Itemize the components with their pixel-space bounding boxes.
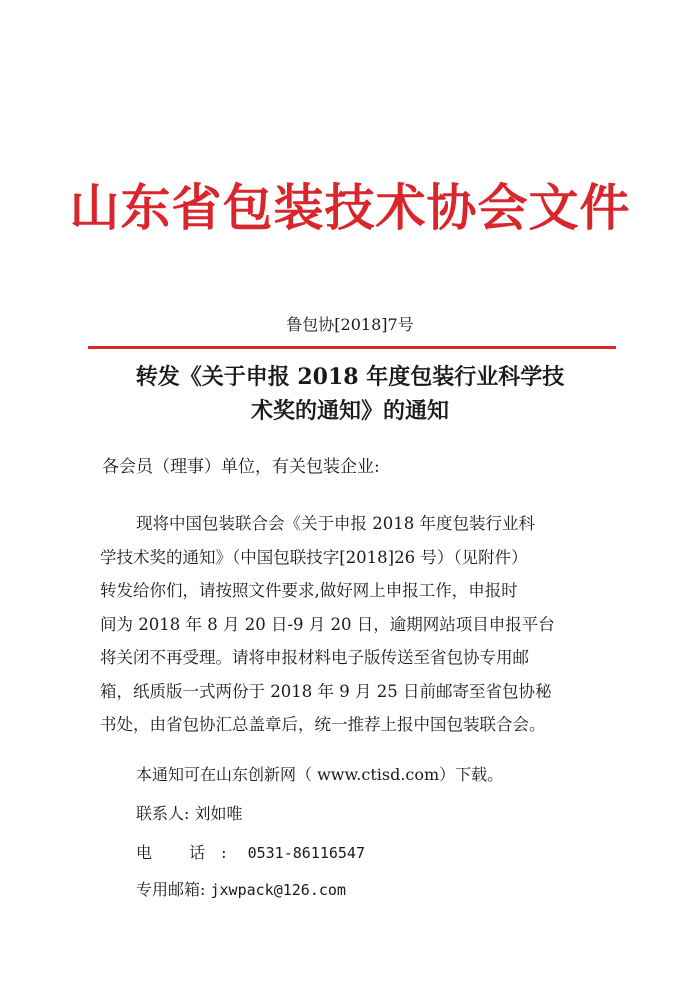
document-title — [100, 360, 600, 428]
email-address: jxwpack@126.com — [210, 881, 346, 899]
body-line: 转发给你们，请按照文件要求,做好网上申报工作，申报时 — [100, 581, 518, 600]
contact-label: 联系人: — [136, 804, 190, 823]
email-line — [136, 877, 346, 903]
body-line: 箱，纸质版一式两份于 2018 年 9 月 25 日前邮寄至省包协秘 — [100, 681, 552, 701]
download-note: 本通知可在山东创新网（ www.ctisd.com）下载。 — [136, 765, 504, 784]
body-line: 现将中国包装联合会《关于申报 2018 年度包装行业科 — [136, 514, 535, 533]
red-divider — [88, 346, 616, 349]
document-title-line-2: 术奖的通知》的通知 — [250, 398, 449, 424]
body-paragraph — [100, 507, 620, 742]
salutation: 各会员（理事）单位，有关包装企业: — [102, 457, 380, 477]
email-label: 专用邮箱: — [136, 880, 206, 899]
phone-number: 0531-86116547 — [247, 844, 365, 862]
body-line: 学技术奖的通知》（中国包联技字[2018]26 号）（见附件） — [100, 547, 528, 567]
body-line: 间为 2018 年 8 月 20 日-9 月 20 日，逾期网站项目申报平台 — [100, 614, 555, 634]
document-number: 鲁包协[2018]7号 — [286, 315, 414, 334]
phone-label: 电 话: — [136, 843, 243, 862]
letterhead-title: 山东省包装技术协会文件 — [69, 179, 631, 237]
phone-line — [136, 840, 365, 866]
document-title-line-1: 转发《关于申报 2018 年度包装行业科学技 — [135, 364, 565, 390]
body-line: 书处，由省包协汇总盖章后，统一推荐上报中国包装联合会。 — [100, 715, 546, 734]
contact-name: 刘如唯 — [194, 804, 243, 823]
body-line: 将关闭不再受理。请将申报材料电子版传送至省包协专用邮 — [100, 648, 529, 667]
contact-person — [136, 801, 243, 827]
